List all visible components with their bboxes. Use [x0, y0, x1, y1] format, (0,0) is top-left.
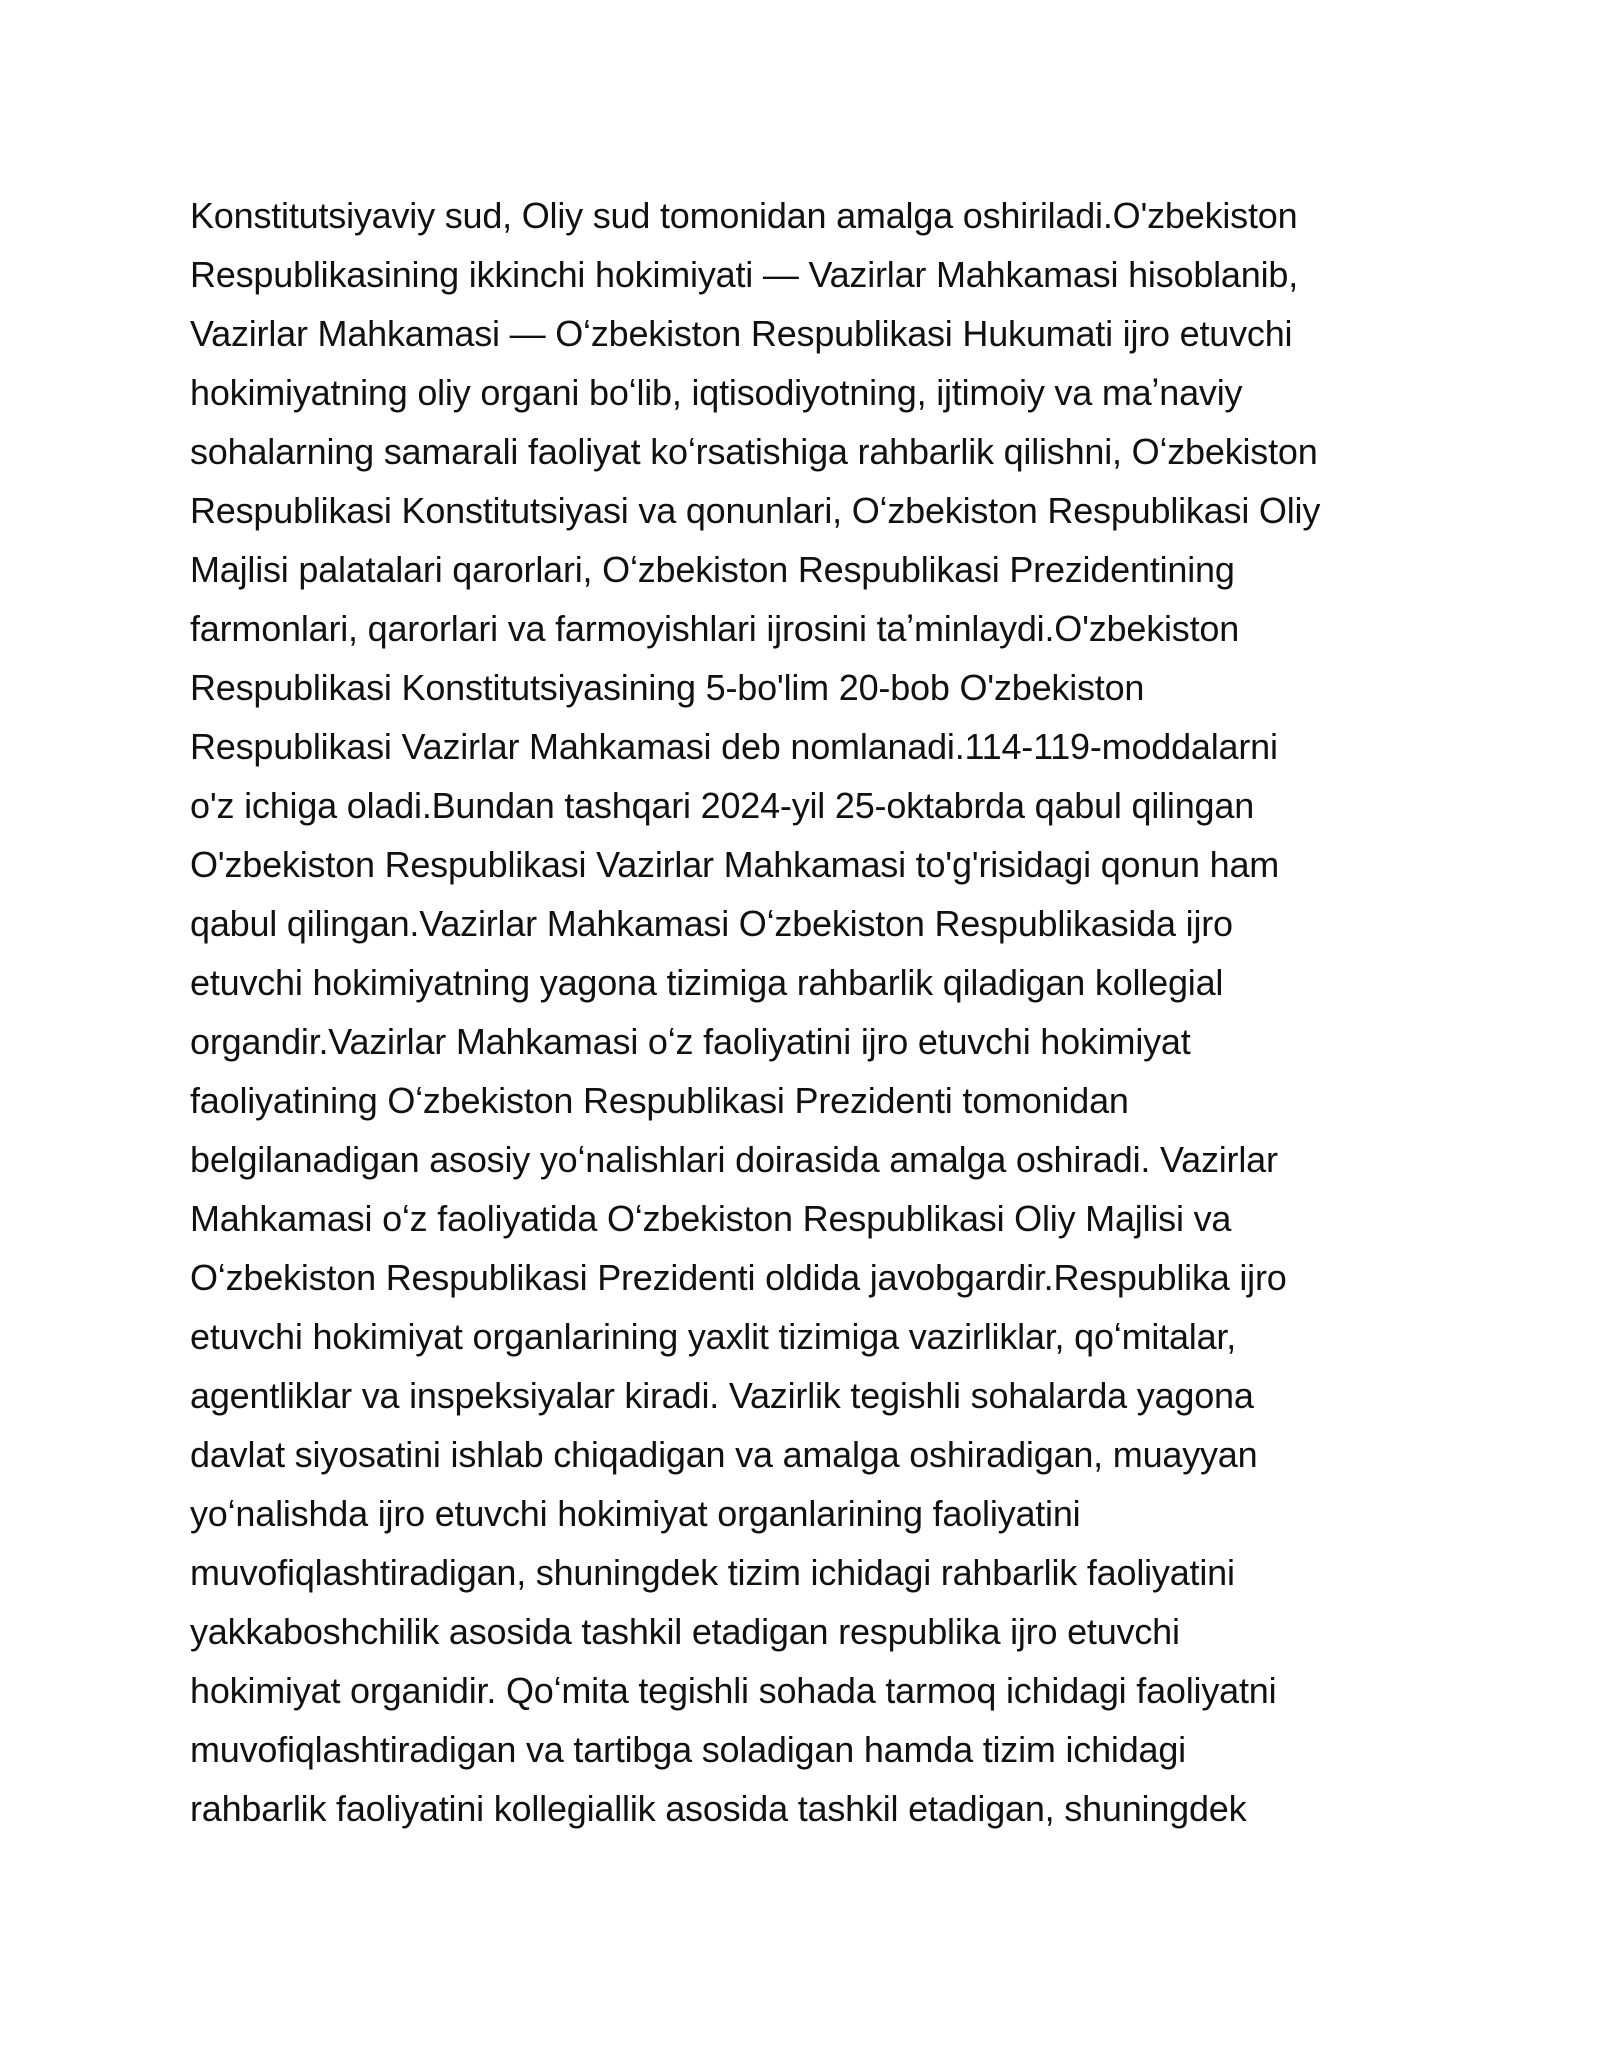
text-line: muvofiqlashtiradigan va tartibga soladigan hamda tizim ichidagi [190, 1729, 1186, 1770]
text-line: agentliklar va inspeksiyalar kiradi. Vazirlik tegishli sohalarda yagona [190, 1375, 1254, 1416]
text-line: Oʻzbekiston Respublikasi Prezidenti oldida javobgardir.Respublika ijro [190, 1257, 1287, 1298]
text-line: Majlisi palatalari qarorlari, Oʻzbekiston Respublikasi Prezidentining [190, 549, 1235, 590]
document-body-text [190, 186, 1450, 1838]
text-line: organdir.Vazirlar Mahkamasi oʻz faoliyatini ijro etuvchi hokimiyat [190, 1021, 1191, 1062]
text-line: O'zbekiston Respublikasi Vazirlar Mahkamasi to'g'risidagi qonun ham [190, 844, 1280, 885]
text-line: Respublikasi Konstitutsiyasining 5-bo'lim 20-bob O'zbekiston [190, 667, 1145, 708]
text-line: yakkaboshchilik asosida tashkil etadigan respublika ijro etuvchi [190, 1611, 1180, 1652]
text-line: davlat siyosatini ishlab chiqadigan va amalga oshiradigan, muayyan [190, 1434, 1258, 1475]
text-line: sohalarning samarali faoliyat koʻrsatishiga rahbarlik qilishni, Oʻzbekiston [190, 431, 1318, 472]
text-line: qabul qilingan.Vazirlar Mahkamasi Oʻzbekiston Respublikasida ijro [190, 903, 1233, 944]
text-line: muvofiqlashtiradigan, shuningdek tizim ichidagi rahbarlik faoliyatini [190, 1552, 1235, 1593]
text-line: hokimiyatning oliy organi boʻlib, iqtisodiyotning, ijtimoiy va maʼnaviy [190, 372, 1243, 413]
text-line: Respublikasi Vazirlar Mahkamasi deb nomlanadi.114-119-moddalarni [190, 726, 1278, 767]
text-line: o'z ichiga oladi.Bundan tashqari 2024-yil 25-oktabrda qabul qilingan [190, 785, 1255, 826]
text-line: etuvchi hokimiyat organlarining yaxlit tizimiga vazirliklar, qoʻmitalar, [190, 1316, 1237, 1357]
text-line: farmonlari, qarorlari va farmoyishlari ijrosini taʼminlaydi.O'zbekiston [190, 608, 1240, 649]
text-line: hokimiyat organidir. Qoʻmita tegishli sohada tarmoq ichidagi faoliyatni [190, 1670, 1277, 1711]
text-line: faoliyatining Oʻzbekiston Respublikasi Prezidenti tomonidan [190, 1080, 1129, 1121]
text-line: Mahkamasi oʻz faoliyatida Oʻzbekiston Respublikasi Oliy Majlisi va [190, 1198, 1232, 1239]
text-line: Vazirlar Mahkamasi — Oʻzbekiston Respublikasi Hukumati ijro etuvchi [190, 313, 1293, 354]
text-line: etuvchi hokimiyatning yagona tizimiga rahbarlik qiladigan kollegial [190, 962, 1224, 1003]
text-line: yoʻnalishda ijro etuvchi hokimiyat organlarining faoliyatini [190, 1493, 1081, 1534]
text-line: Konstitutsiyaviy sud, Oliy sud tomonidan amalga oshiriladi.O'zbekiston [190, 195, 1298, 236]
text-line: belgilanadigan asosiy yoʻnalishlari doirasida amalga oshiradi. Vazirlar [190, 1139, 1278, 1180]
text-line: Respublikasining ikkinchi hokimiyati — Vazirlar Mahkamasi hisoblanib, [190, 254, 1299, 295]
text-line: rahbarlik faoliyatini kollegiallik asosida tashkil etadigan, shuningdek [190, 1788, 1247, 1829]
text-line: Respublikasi Konstitutsiyasi va qonunlari, Oʻzbekiston Respublikasi Oliy [190, 490, 1321, 531]
